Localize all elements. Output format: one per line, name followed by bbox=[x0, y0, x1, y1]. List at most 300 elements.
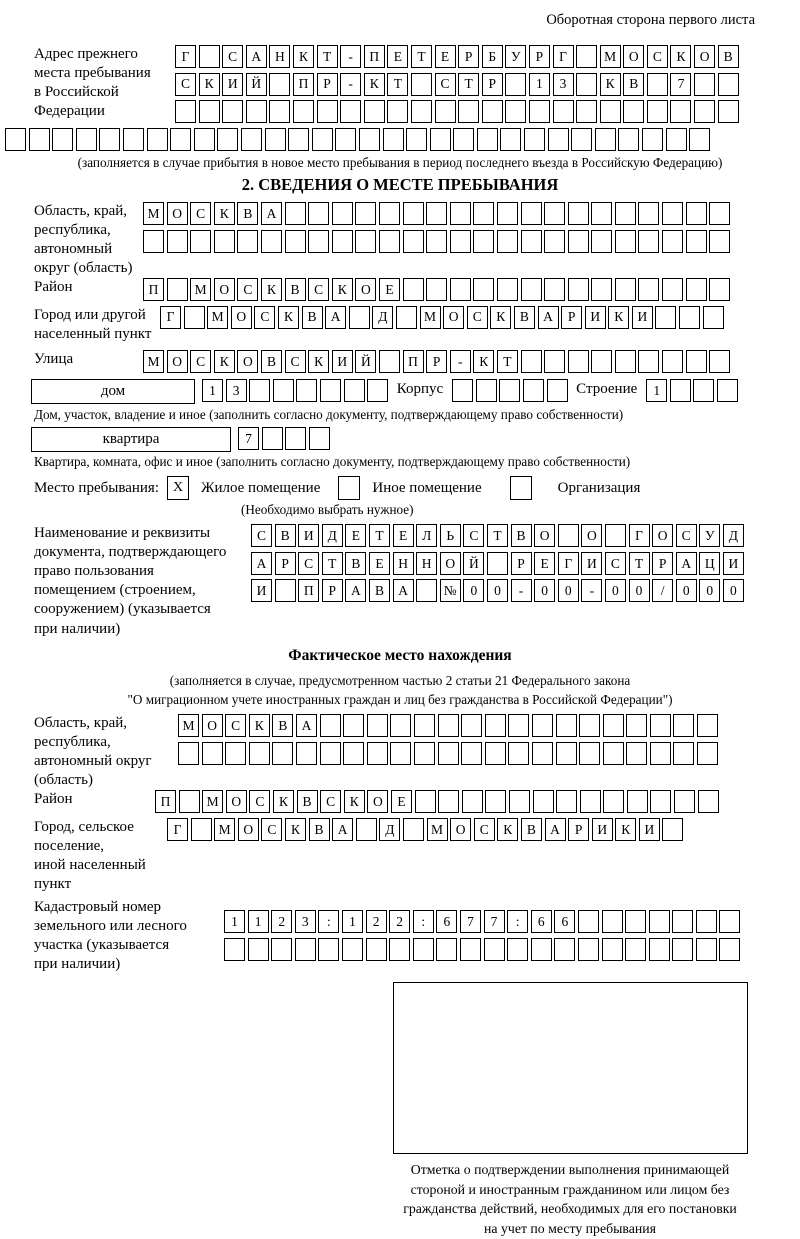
char-cell[interactable]: С bbox=[190, 202, 211, 225]
char-cell[interactable] bbox=[642, 128, 663, 151]
char-cell[interactable]: В bbox=[272, 714, 293, 737]
char-cell[interactable] bbox=[438, 714, 459, 737]
char-cell[interactable]: К bbox=[293, 45, 314, 68]
char-cell[interactable] bbox=[576, 73, 597, 96]
char-cell[interactable] bbox=[638, 202, 659, 225]
char-cell[interactable] bbox=[580, 790, 601, 813]
char-cell[interactable] bbox=[679, 306, 700, 329]
char-cell[interactable] bbox=[296, 742, 317, 765]
char-cell[interactable]: Г bbox=[160, 306, 181, 329]
char-cell[interactable] bbox=[697, 714, 718, 737]
char-cell[interactable] bbox=[649, 938, 670, 961]
char-cell[interactable]: О bbox=[231, 306, 252, 329]
char-cell[interactable] bbox=[576, 45, 597, 68]
char-cell[interactable] bbox=[249, 742, 270, 765]
char-cell[interactable] bbox=[343, 742, 364, 765]
char-cell[interactable] bbox=[484, 938, 505, 961]
char-cell[interactable] bbox=[99, 128, 120, 151]
char-cell[interactable]: О bbox=[238, 818, 259, 841]
char-cell[interactable] bbox=[485, 790, 506, 813]
char-cell[interactable] bbox=[389, 938, 410, 961]
char-cell[interactable]: К bbox=[308, 350, 329, 373]
char-cell[interactable]: Б bbox=[482, 45, 503, 68]
char-cell[interactable] bbox=[426, 230, 447, 253]
char-cell[interactable] bbox=[312, 128, 333, 151]
char-cell[interactable]: М bbox=[202, 790, 223, 813]
char-cell[interactable]: Н bbox=[416, 552, 437, 575]
char-cell[interactable]: 0 bbox=[487, 579, 508, 602]
char-cell[interactable]: С bbox=[308, 278, 329, 301]
char-cell[interactable]: Ь bbox=[440, 524, 461, 547]
char-cell[interactable]: М bbox=[190, 278, 211, 301]
char-cell[interactable]: Р bbox=[322, 579, 343, 602]
char-cell[interactable]: С bbox=[249, 790, 270, 813]
char-cell[interactable]: С bbox=[225, 714, 246, 737]
char-cell[interactable] bbox=[521, 230, 542, 253]
char-cell[interactable]: № bbox=[440, 579, 461, 602]
char-cell[interactable]: П bbox=[143, 278, 164, 301]
char-cell[interactable] bbox=[625, 910, 646, 933]
char-cell[interactable]: 3 bbox=[553, 73, 574, 96]
char-cell[interactable] bbox=[602, 910, 623, 933]
char-cell[interactable]: : bbox=[318, 910, 339, 933]
char-cell[interactable] bbox=[497, 202, 518, 225]
char-cell[interactable]: Р bbox=[426, 350, 447, 373]
char-cell[interactable] bbox=[426, 278, 447, 301]
char-cell[interactable]: А bbox=[296, 714, 317, 737]
char-cell[interactable]: Р bbox=[529, 45, 550, 68]
char-cell[interactable] bbox=[602, 938, 623, 961]
char-cell[interactable] bbox=[123, 128, 144, 151]
char-cell[interactable] bbox=[355, 202, 376, 225]
char-cell[interactable]: - bbox=[450, 350, 471, 373]
char-cell[interactable]: К bbox=[214, 350, 235, 373]
char-cell[interactable] bbox=[269, 100, 290, 123]
char-cell[interactable] bbox=[246, 100, 267, 123]
char-cell[interactable]: Н bbox=[393, 552, 414, 575]
char-cell[interactable] bbox=[505, 100, 526, 123]
char-cell[interactable]: Н bbox=[269, 45, 290, 68]
char-cell[interactable] bbox=[693, 379, 714, 402]
char-cell[interactable]: Т bbox=[411, 45, 432, 68]
char-cell[interactable] bbox=[343, 714, 364, 737]
char-cell[interactable]: Г bbox=[175, 45, 196, 68]
char-cell[interactable] bbox=[272, 742, 293, 765]
char-cell[interactable]: С bbox=[320, 790, 341, 813]
char-cell[interactable] bbox=[605, 524, 626, 547]
char-cell[interactable] bbox=[184, 306, 205, 329]
char-cell[interactable] bbox=[672, 938, 693, 961]
char-cell[interactable] bbox=[308, 230, 329, 253]
char-cell[interactable] bbox=[340, 100, 361, 123]
char-cell[interactable]: П bbox=[155, 790, 176, 813]
char-cell[interactable] bbox=[403, 202, 424, 225]
char-cell[interactable] bbox=[544, 350, 565, 373]
char-cell[interactable] bbox=[335, 128, 356, 151]
char-cell[interactable]: М bbox=[427, 818, 448, 841]
char-cell[interactable]: : bbox=[507, 910, 528, 933]
char-cell[interactable]: Й bbox=[463, 552, 484, 575]
char-cell[interactable] bbox=[485, 742, 506, 765]
char-cell[interactable] bbox=[556, 714, 577, 737]
char-cell[interactable] bbox=[237, 230, 258, 253]
char-cell[interactable] bbox=[273, 379, 294, 402]
char-cell[interactable]: Е bbox=[369, 552, 390, 575]
char-cell[interactable]: П bbox=[403, 350, 424, 373]
char-cell[interactable]: О bbox=[694, 45, 715, 68]
char-cell[interactable]: А bbox=[538, 306, 559, 329]
char-cell[interactable] bbox=[696, 938, 717, 961]
char-cell[interactable] bbox=[591, 230, 612, 253]
char-cell[interactable] bbox=[649, 910, 670, 933]
char-cell[interactable] bbox=[438, 742, 459, 765]
char-cell[interactable]: У bbox=[505, 45, 526, 68]
char-cell[interactable] bbox=[556, 742, 577, 765]
char-cell[interactable]: 0 bbox=[558, 579, 579, 602]
char-cell[interactable]: Л bbox=[416, 524, 437, 547]
char-cell[interactable] bbox=[406, 128, 427, 151]
char-cell[interactable] bbox=[403, 818, 424, 841]
char-cell[interactable]: О bbox=[450, 818, 471, 841]
stay-option-checkbox[interactable]: X bbox=[167, 476, 189, 500]
char-cell[interactable]: В bbox=[718, 45, 739, 68]
char-cell[interactable]: 2 bbox=[389, 910, 410, 933]
char-cell[interactable] bbox=[666, 128, 687, 151]
char-cell[interactable]: Р bbox=[568, 818, 589, 841]
char-cell[interactable]: 3 bbox=[226, 379, 247, 402]
char-cell[interactable]: 3 bbox=[295, 910, 316, 933]
char-cell[interactable]: 0 bbox=[699, 579, 720, 602]
char-cell[interactable] bbox=[650, 790, 671, 813]
char-cell[interactable] bbox=[309, 427, 330, 450]
char-cell[interactable]: В bbox=[261, 350, 282, 373]
char-cell[interactable] bbox=[718, 73, 739, 96]
char-cell[interactable]: Д bbox=[723, 524, 744, 547]
char-cell[interactable] bbox=[717, 379, 738, 402]
char-cell[interactable]: О bbox=[367, 790, 388, 813]
char-cell[interactable]: 1 bbox=[202, 379, 223, 402]
char-cell[interactable] bbox=[167, 230, 188, 253]
char-cell[interactable] bbox=[650, 714, 671, 737]
char-cell[interactable] bbox=[686, 350, 707, 373]
char-cell[interactable]: И bbox=[581, 552, 602, 575]
char-cell[interactable] bbox=[342, 938, 363, 961]
char-cell[interactable] bbox=[411, 73, 432, 96]
char-cell[interactable]: - bbox=[511, 579, 532, 602]
char-cell[interactable] bbox=[293, 100, 314, 123]
char-cell[interactable] bbox=[453, 128, 474, 151]
char-cell[interactable] bbox=[438, 790, 459, 813]
char-cell[interactable]: К bbox=[364, 73, 385, 96]
char-cell[interactable] bbox=[76, 128, 97, 151]
char-cell[interactable]: О bbox=[167, 202, 188, 225]
char-cell[interactable] bbox=[450, 278, 471, 301]
char-cell[interactable] bbox=[317, 100, 338, 123]
char-cell[interactable] bbox=[366, 938, 387, 961]
char-cell[interactable] bbox=[143, 230, 164, 253]
char-cell[interactable] bbox=[556, 790, 577, 813]
char-cell[interactable] bbox=[390, 742, 411, 765]
char-cell[interactable] bbox=[473, 230, 494, 253]
char-cell[interactable]: В bbox=[309, 818, 330, 841]
char-cell[interactable]: С bbox=[285, 350, 306, 373]
char-cell[interactable] bbox=[544, 202, 565, 225]
char-cell[interactable]: В bbox=[623, 73, 644, 96]
char-cell[interactable]: О bbox=[623, 45, 644, 68]
char-cell[interactable]: О bbox=[214, 278, 235, 301]
char-cell[interactable] bbox=[655, 306, 676, 329]
apartment-type-box[interactable]: квартира bbox=[31, 427, 231, 452]
char-cell[interactable]: Е bbox=[379, 278, 400, 301]
char-cell[interactable] bbox=[320, 742, 341, 765]
char-cell[interactable]: Р bbox=[458, 45, 479, 68]
char-cell[interactable]: 1 bbox=[342, 910, 363, 933]
char-cell[interactable]: 2 bbox=[366, 910, 387, 933]
char-cell[interactable]: 2 bbox=[271, 910, 292, 933]
char-cell[interactable] bbox=[458, 100, 479, 123]
char-cell[interactable]: О bbox=[443, 306, 464, 329]
char-cell[interactable] bbox=[689, 128, 710, 151]
char-cell[interactable] bbox=[697, 742, 718, 765]
char-cell[interactable] bbox=[52, 128, 73, 151]
char-cell[interactable] bbox=[462, 790, 483, 813]
char-cell[interactable] bbox=[499, 379, 520, 402]
char-cell[interactable] bbox=[507, 938, 528, 961]
char-cell[interactable] bbox=[497, 278, 518, 301]
char-cell[interactable]: К bbox=[497, 818, 518, 841]
char-cell[interactable] bbox=[29, 128, 50, 151]
char-cell[interactable]: О bbox=[355, 278, 376, 301]
char-cell[interactable]: 0 bbox=[463, 579, 484, 602]
char-cell[interactable]: 7 bbox=[484, 910, 505, 933]
char-cell[interactable]: Т bbox=[497, 350, 518, 373]
char-cell[interactable] bbox=[505, 73, 526, 96]
char-cell[interactable]: Й bbox=[355, 350, 376, 373]
char-cell[interactable]: И bbox=[639, 818, 660, 841]
char-cell[interactable] bbox=[647, 100, 668, 123]
char-cell[interactable] bbox=[578, 910, 599, 933]
char-cell[interactable] bbox=[603, 714, 624, 737]
char-cell[interactable] bbox=[571, 128, 592, 151]
char-cell[interactable]: - bbox=[340, 45, 361, 68]
char-cell[interactable] bbox=[497, 230, 518, 253]
char-cell[interactable]: М bbox=[600, 45, 621, 68]
char-cell[interactable] bbox=[359, 128, 380, 151]
char-cell[interactable] bbox=[578, 938, 599, 961]
char-cell[interactable] bbox=[179, 790, 200, 813]
char-cell[interactable] bbox=[694, 100, 715, 123]
char-cell[interactable]: 1 bbox=[248, 910, 269, 933]
char-cell[interactable]: И bbox=[298, 524, 319, 547]
char-cell[interactable]: М bbox=[420, 306, 441, 329]
char-cell[interactable] bbox=[202, 742, 223, 765]
char-cell[interactable]: С bbox=[254, 306, 275, 329]
char-cell[interactable] bbox=[295, 938, 316, 961]
char-cell[interactable] bbox=[686, 202, 707, 225]
char-cell[interactable] bbox=[262, 427, 283, 450]
char-cell[interactable]: П bbox=[298, 579, 319, 602]
char-cell[interactable]: А bbox=[676, 552, 697, 575]
char-cell[interactable] bbox=[595, 128, 616, 151]
char-cell[interactable]: С bbox=[435, 73, 456, 96]
char-cell[interactable] bbox=[568, 230, 589, 253]
char-cell[interactable] bbox=[521, 202, 542, 225]
char-cell[interactable] bbox=[553, 100, 574, 123]
char-cell[interactable]: Т bbox=[369, 524, 390, 547]
char-cell[interactable]: С bbox=[647, 45, 668, 68]
char-cell[interactable]: С bbox=[467, 306, 488, 329]
char-cell[interactable]: С bbox=[237, 278, 258, 301]
char-cell[interactable]: А bbox=[545, 818, 566, 841]
stamp-area-box[interactable] bbox=[393, 982, 748, 1154]
char-cell[interactable]: Г bbox=[167, 818, 188, 841]
char-cell[interactable]: С bbox=[222, 45, 243, 68]
char-cell[interactable]: С bbox=[261, 818, 282, 841]
char-cell[interactable] bbox=[367, 379, 388, 402]
char-cell[interactable]: С bbox=[463, 524, 484, 547]
char-cell[interactable]: Т bbox=[487, 524, 508, 547]
char-cell[interactable] bbox=[625, 938, 646, 961]
char-cell[interactable]: 0 bbox=[605, 579, 626, 602]
char-cell[interactable] bbox=[461, 714, 482, 737]
char-cell[interactable] bbox=[694, 73, 715, 96]
char-cell[interactable]: Е bbox=[391, 790, 412, 813]
char-cell[interactable] bbox=[413, 938, 434, 961]
char-cell[interactable]: А bbox=[261, 202, 282, 225]
char-cell[interactable]: И bbox=[723, 552, 744, 575]
char-cell[interactable] bbox=[533, 790, 554, 813]
char-cell[interactable] bbox=[271, 938, 292, 961]
char-cell[interactable] bbox=[199, 100, 220, 123]
char-cell[interactable] bbox=[532, 714, 553, 737]
char-cell[interactable]: К bbox=[490, 306, 511, 329]
char-cell[interactable]: В bbox=[297, 790, 318, 813]
char-cell[interactable]: О bbox=[581, 524, 602, 547]
char-cell[interactable]: О bbox=[167, 350, 188, 373]
char-cell[interactable] bbox=[662, 278, 683, 301]
char-cell[interactable]: К bbox=[261, 278, 282, 301]
char-cell[interactable] bbox=[686, 278, 707, 301]
char-cell[interactable] bbox=[460, 938, 481, 961]
char-cell[interactable]: Г bbox=[553, 45, 574, 68]
char-cell[interactable]: И bbox=[332, 350, 353, 373]
char-cell[interactable] bbox=[241, 128, 262, 151]
char-cell[interactable]: К bbox=[608, 306, 629, 329]
char-cell[interactable] bbox=[379, 202, 400, 225]
char-cell[interactable] bbox=[698, 790, 719, 813]
char-cell[interactable]: В bbox=[285, 278, 306, 301]
char-cell[interactable]: Е bbox=[345, 524, 366, 547]
char-cell[interactable]: У bbox=[699, 524, 720, 547]
char-cell[interactable]: К bbox=[285, 818, 306, 841]
char-cell[interactable] bbox=[390, 714, 411, 737]
char-cell[interactable]: 6 bbox=[531, 910, 552, 933]
char-cell[interactable] bbox=[638, 278, 659, 301]
char-cell[interactable]: П bbox=[293, 73, 314, 96]
char-cell[interactable] bbox=[672, 910, 693, 933]
char-cell[interactable] bbox=[544, 278, 565, 301]
char-cell[interactable] bbox=[524, 128, 545, 151]
char-cell[interactable] bbox=[248, 938, 269, 961]
char-cell[interactable] bbox=[662, 202, 683, 225]
char-cell[interactable]: С bbox=[190, 350, 211, 373]
char-cell[interactable] bbox=[214, 230, 235, 253]
char-cell[interactable] bbox=[531, 938, 552, 961]
char-cell[interactable]: С bbox=[474, 818, 495, 841]
char-cell[interactable] bbox=[544, 230, 565, 253]
house-type-box[interactable]: дом bbox=[31, 379, 195, 404]
char-cell[interactable] bbox=[719, 938, 740, 961]
char-cell[interactable]: 1 bbox=[529, 73, 550, 96]
char-cell[interactable] bbox=[709, 278, 730, 301]
char-cell[interactable]: В bbox=[275, 524, 296, 547]
char-cell[interactable] bbox=[638, 350, 659, 373]
char-cell[interactable] bbox=[529, 100, 550, 123]
char-cell[interactable]: К bbox=[199, 73, 220, 96]
char-cell[interactable]: В bbox=[345, 552, 366, 575]
char-cell[interactable] bbox=[403, 230, 424, 253]
char-cell[interactable] bbox=[332, 230, 353, 253]
char-cell[interactable] bbox=[403, 278, 424, 301]
char-cell[interactable] bbox=[191, 818, 212, 841]
char-cell[interactable] bbox=[450, 230, 471, 253]
char-cell[interactable]: К bbox=[670, 45, 691, 68]
char-cell[interactable]: В bbox=[237, 202, 258, 225]
char-cell[interactable] bbox=[426, 202, 447, 225]
char-cell[interactable] bbox=[190, 230, 211, 253]
char-cell[interactable]: 1 bbox=[224, 910, 245, 933]
char-cell[interactable]: К bbox=[278, 306, 299, 329]
char-cell[interactable] bbox=[285, 202, 306, 225]
char-cell[interactable] bbox=[673, 742, 694, 765]
char-cell[interactable] bbox=[576, 100, 597, 123]
char-cell[interactable] bbox=[674, 790, 695, 813]
char-cell[interactable] bbox=[320, 379, 341, 402]
char-cell[interactable] bbox=[217, 128, 238, 151]
char-cell[interactable] bbox=[367, 714, 388, 737]
char-cell[interactable] bbox=[670, 379, 691, 402]
char-cell[interactable] bbox=[568, 278, 589, 301]
char-cell[interactable] bbox=[194, 128, 215, 151]
char-cell[interactable] bbox=[626, 742, 647, 765]
char-cell[interactable]: 7 bbox=[670, 73, 691, 96]
char-cell[interactable] bbox=[719, 910, 740, 933]
char-cell[interactable] bbox=[332, 202, 353, 225]
char-cell[interactable]: Р bbox=[275, 552, 296, 575]
char-cell[interactable]: 0 bbox=[629, 579, 650, 602]
char-cell[interactable] bbox=[709, 202, 730, 225]
char-cell[interactable] bbox=[224, 938, 245, 961]
char-cell[interactable] bbox=[709, 230, 730, 253]
char-cell[interactable]: А bbox=[393, 579, 414, 602]
char-cell[interactable] bbox=[508, 742, 529, 765]
char-cell[interactable]: К bbox=[214, 202, 235, 225]
char-cell[interactable]: 0 bbox=[723, 579, 744, 602]
char-cell[interactable]: 7 bbox=[238, 427, 259, 450]
char-cell[interactable]: Т bbox=[322, 552, 343, 575]
char-cell[interactable] bbox=[167, 278, 188, 301]
char-cell[interactable] bbox=[435, 100, 456, 123]
char-cell[interactable]: М bbox=[143, 202, 164, 225]
char-cell[interactable] bbox=[670, 100, 691, 123]
char-cell[interactable] bbox=[673, 714, 694, 737]
char-cell[interactable] bbox=[450, 202, 471, 225]
char-cell[interactable]: К bbox=[344, 790, 365, 813]
char-cell[interactable]: Ц bbox=[699, 552, 720, 575]
char-cell[interactable]: Т bbox=[317, 45, 338, 68]
char-cell[interactable] bbox=[618, 128, 639, 151]
char-cell[interactable]: И bbox=[592, 818, 613, 841]
